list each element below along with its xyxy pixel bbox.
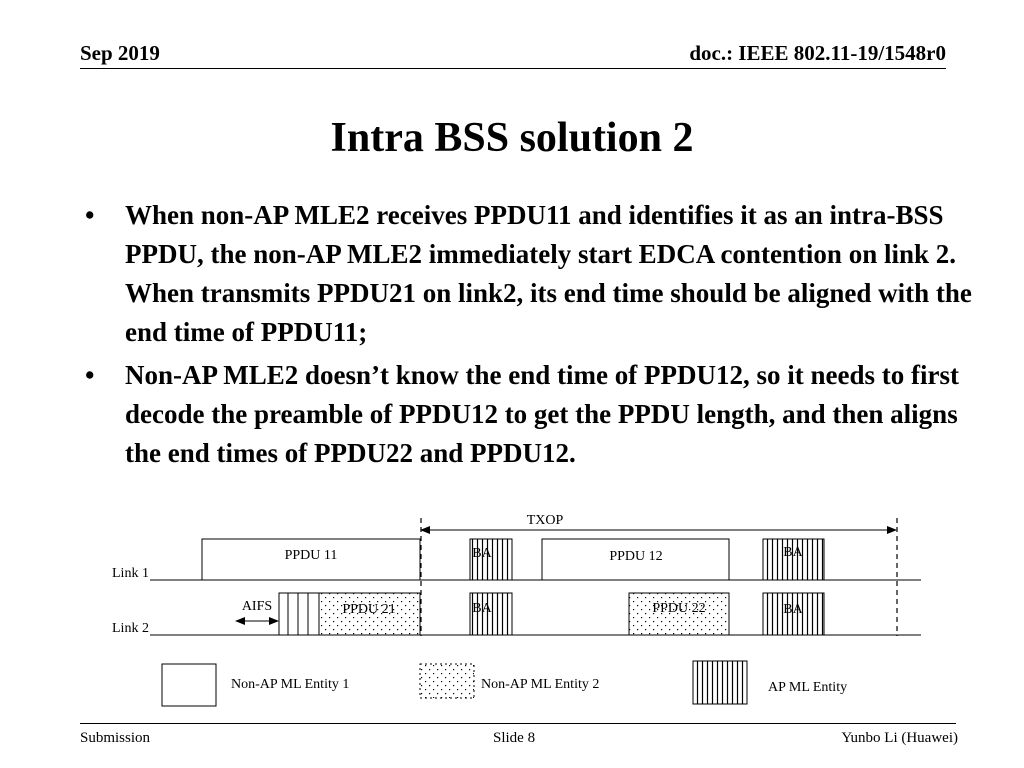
legend-entity1-swatch <box>162 664 216 706</box>
header-doc-id: doc.: IEEE 802.11-19/1548r0 <box>689 41 946 65</box>
txop-label: TXOP <box>526 513 564 528</box>
ba-label: BA <box>472 601 492 616</box>
ba-label: BA <box>783 602 803 617</box>
legend-entity2-label: Non-AP ML Entity 2 <box>481 677 600 692</box>
legend-ap-label: AP ML Entity <box>768 680 848 695</box>
link2-label: Link 2 <box>112 621 149 636</box>
bullet-icon: • <box>85 360 95 390</box>
contention-slot <box>298 593 308 635</box>
ppdu21-label: PPDU 21 <box>342 602 396 617</box>
bullet-text: When non-AP MLE2 receives PPDU11 and identifies it as an intra-BSS PPDU, the non-AP MLE2 immediately start EDCA contention on link 2. When transmits PPDU21 on link2, its end time should be aligned with the end time of PPDU11; <box>125 200 972 347</box>
ppdu12-label: PPDU 12 <box>609 549 663 564</box>
footer-slide-number: Slide 8 <box>493 730 536 746</box>
ba-label: BA <box>783 545 803 560</box>
aifs-label: AIFS <box>241 599 273 614</box>
ppdu11-label: PPDU 11 <box>284 548 338 563</box>
footer-author: Yunbo Li (Huawei) <box>841 730 958 746</box>
ppdu22-label: PPDU 22 <box>652 601 706 616</box>
footer-divider <box>80 723 956 724</box>
legend-ap-swatch <box>693 661 747 704</box>
footer-submission: Submission <box>80 730 151 746</box>
contention-slot <box>288 593 298 635</box>
slide-title: Intra BSS solution 2 <box>330 115 694 161</box>
legend-entity2-swatch <box>420 664 474 698</box>
bullet-text: Non-AP MLE2 doesn’t know the end time of PPDU12, so it needs to first decode the preamble of PPDU12 to get the PPDU length, and then aligns the end times of PPDU22 and PPDU12. <box>125 360 959 468</box>
header-date: Sep 2019 <box>80 41 160 65</box>
bullet-icon: • <box>85 200 95 230</box>
contention-slot <box>279 593 288 635</box>
legend-entity1-label: Non-AP ML Entity 1 <box>231 677 350 692</box>
link1-label: Link 1 <box>112 566 149 581</box>
contention-slot <box>308 593 319 635</box>
ba-label: BA <box>472 546 492 561</box>
